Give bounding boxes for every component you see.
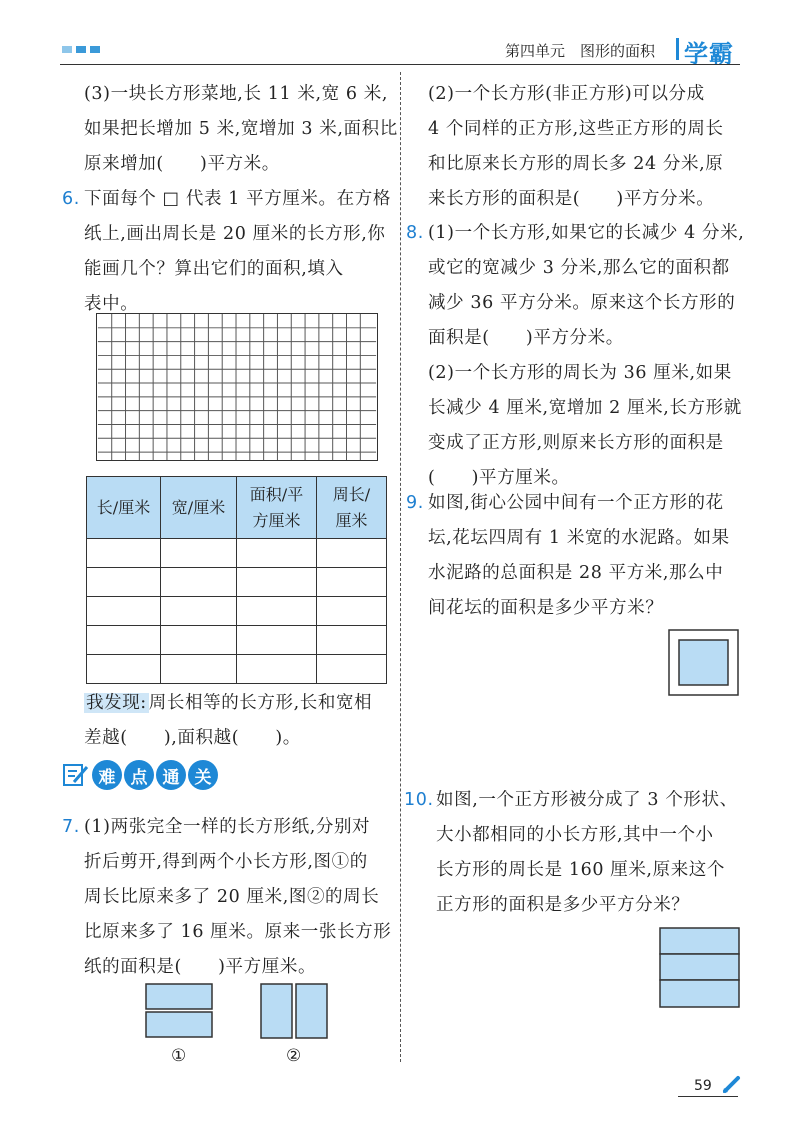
figure-2-label: ② <box>286 1046 302 1066</box>
q8-number: 8. <box>406 223 424 243</box>
answer-table <box>86 476 387 684</box>
q7-number: 7. <box>62 817 80 837</box>
table-cell[interactable] <box>161 568 237 597</box>
pencil-note-icon <box>62 762 90 788</box>
garden-figure <box>668 629 740 697</box>
table-row <box>87 539 387 568</box>
table-cell[interactable] <box>87 539 161 568</box>
q9-number: 9. <box>406 493 424 513</box>
table-cell[interactable] <box>87 597 161 626</box>
divided-square-figure <box>659 927 741 1009</box>
square-grid[interactable] <box>96 313 378 461</box>
footer-rule <box>678 1096 738 1097</box>
table-row <box>87 655 387 684</box>
figure-1-label: ① <box>171 1046 187 1066</box>
q7-part1: (1)两张完全一样的长方形纸,分别对 折后剪开,得到两个小长方形,图①的 周长比原来多了 20 厘米,图②的周长 比原来多了 16 厘米。原来一张长方形 纸的面积是( )平方厘米。 <box>84 817 392 977</box>
table-cell[interactable] <box>237 539 317 568</box>
column-divider <box>400 72 401 1062</box>
q7-part2: (2)一个长方形(非正方形)可以分成 4 个同样的正方形,这些正方形的周长 和比原来长方形的周长多 24 分米,原 来长方形的面积是( )平方分米。 <box>428 84 724 209</box>
table-cell[interactable] <box>161 539 237 568</box>
unit-title: 第四单元 图形的面积 <box>505 42 656 60</box>
pencil-icon <box>722 1074 742 1094</box>
q8-part1: (1)一个长方形,如果它的长减少 4 分米, 或它的宽减少 3 分米,那么它的面积都 减少 36 平方分米。原来这个长方形的 面积是( )平方分米。 <box>428 223 745 348</box>
col-perimeter: 周长/ 厘米 <box>317 477 387 539</box>
table-cell[interactable] <box>317 655 387 684</box>
q9-text: 如图,街心公园中间有一个正方形的花 坛,花坛四周有 1 米宽的水泥路。如果 水泥路的总面积是 28 平方米,那么中 间花坛的面积是多少平方米？ <box>428 493 730 618</box>
q10-text: 如图,一个正方形被分成了 3 个形状、 大小都相同的小长方形,其中一个小 长方形的周长是 160 厘米,原来这个 正方形的面积是多少平方分米？ <box>436 790 738 915</box>
table-cell[interactable] <box>237 597 317 626</box>
figure-1 <box>145 983 215 1039</box>
q6-number: 6. <box>62 189 80 209</box>
q10-number: 10. <box>404 790 434 810</box>
header-rule <box>60 64 740 65</box>
q6-text: 下面每个 □ 代表 1 平方厘米。在方格 纸上,画出周长是 20 厘米的长方形,你 能画几个？算出它们的面积,填入 表中。 <box>84 189 391 314</box>
discovery-note: 我发现: 周长相等的长方形,长和宽相 差越( ),面积越( )。 <box>84 693 373 748</box>
table-cell[interactable] <box>317 626 387 655</box>
col-area: 面积/平 方厘米 <box>237 477 317 539</box>
table-cell[interactable] <box>237 568 317 597</box>
table-cell[interactable] <box>87 568 161 597</box>
col-length: 长/厘米 <box>87 477 161 539</box>
figure-2 <box>260 983 330 1039</box>
brand-logo: 学霸 <box>684 40 734 68</box>
col-width: 宽/厘米 <box>161 477 237 539</box>
discovery-tag: 我发现: <box>86 693 147 713</box>
table-cell[interactable] <box>317 539 387 568</box>
q8-part2: (2)一个长方形的周长为 36 厘米,如果 长减少 4 厘米,宽增加 2 厘米,长方形就 变成了正方形,则原来长方形的面积是 ( )平方厘米。 <box>428 363 742 488</box>
table-row <box>87 568 387 597</box>
table-cell[interactable] <box>161 597 237 626</box>
table-cell[interactable] <box>317 568 387 597</box>
table-cell[interactable] <box>237 655 317 684</box>
table-cell[interactable] <box>237 626 317 655</box>
section-title: 难 点 通 关 <box>62 760 218 790</box>
header-separator <box>676 38 679 60</box>
table-row <box>87 626 387 655</box>
header-decoration <box>62 46 100 53</box>
table-cell[interactable] <box>161 626 237 655</box>
page-number: 59 <box>694 1078 712 1094</box>
table-cell[interactable] <box>87 626 161 655</box>
table-cell[interactable] <box>317 597 387 626</box>
table-cell[interactable] <box>87 655 161 684</box>
table-row <box>87 597 387 626</box>
q5-part3: (3)一块长方形菜地,长 11 米,宽 6 米, 如果把长增加 5 米,宽增加 3 米,面积比 原来增加( )平方米。 <box>84 84 398 174</box>
table-cell[interactable] <box>161 655 237 684</box>
